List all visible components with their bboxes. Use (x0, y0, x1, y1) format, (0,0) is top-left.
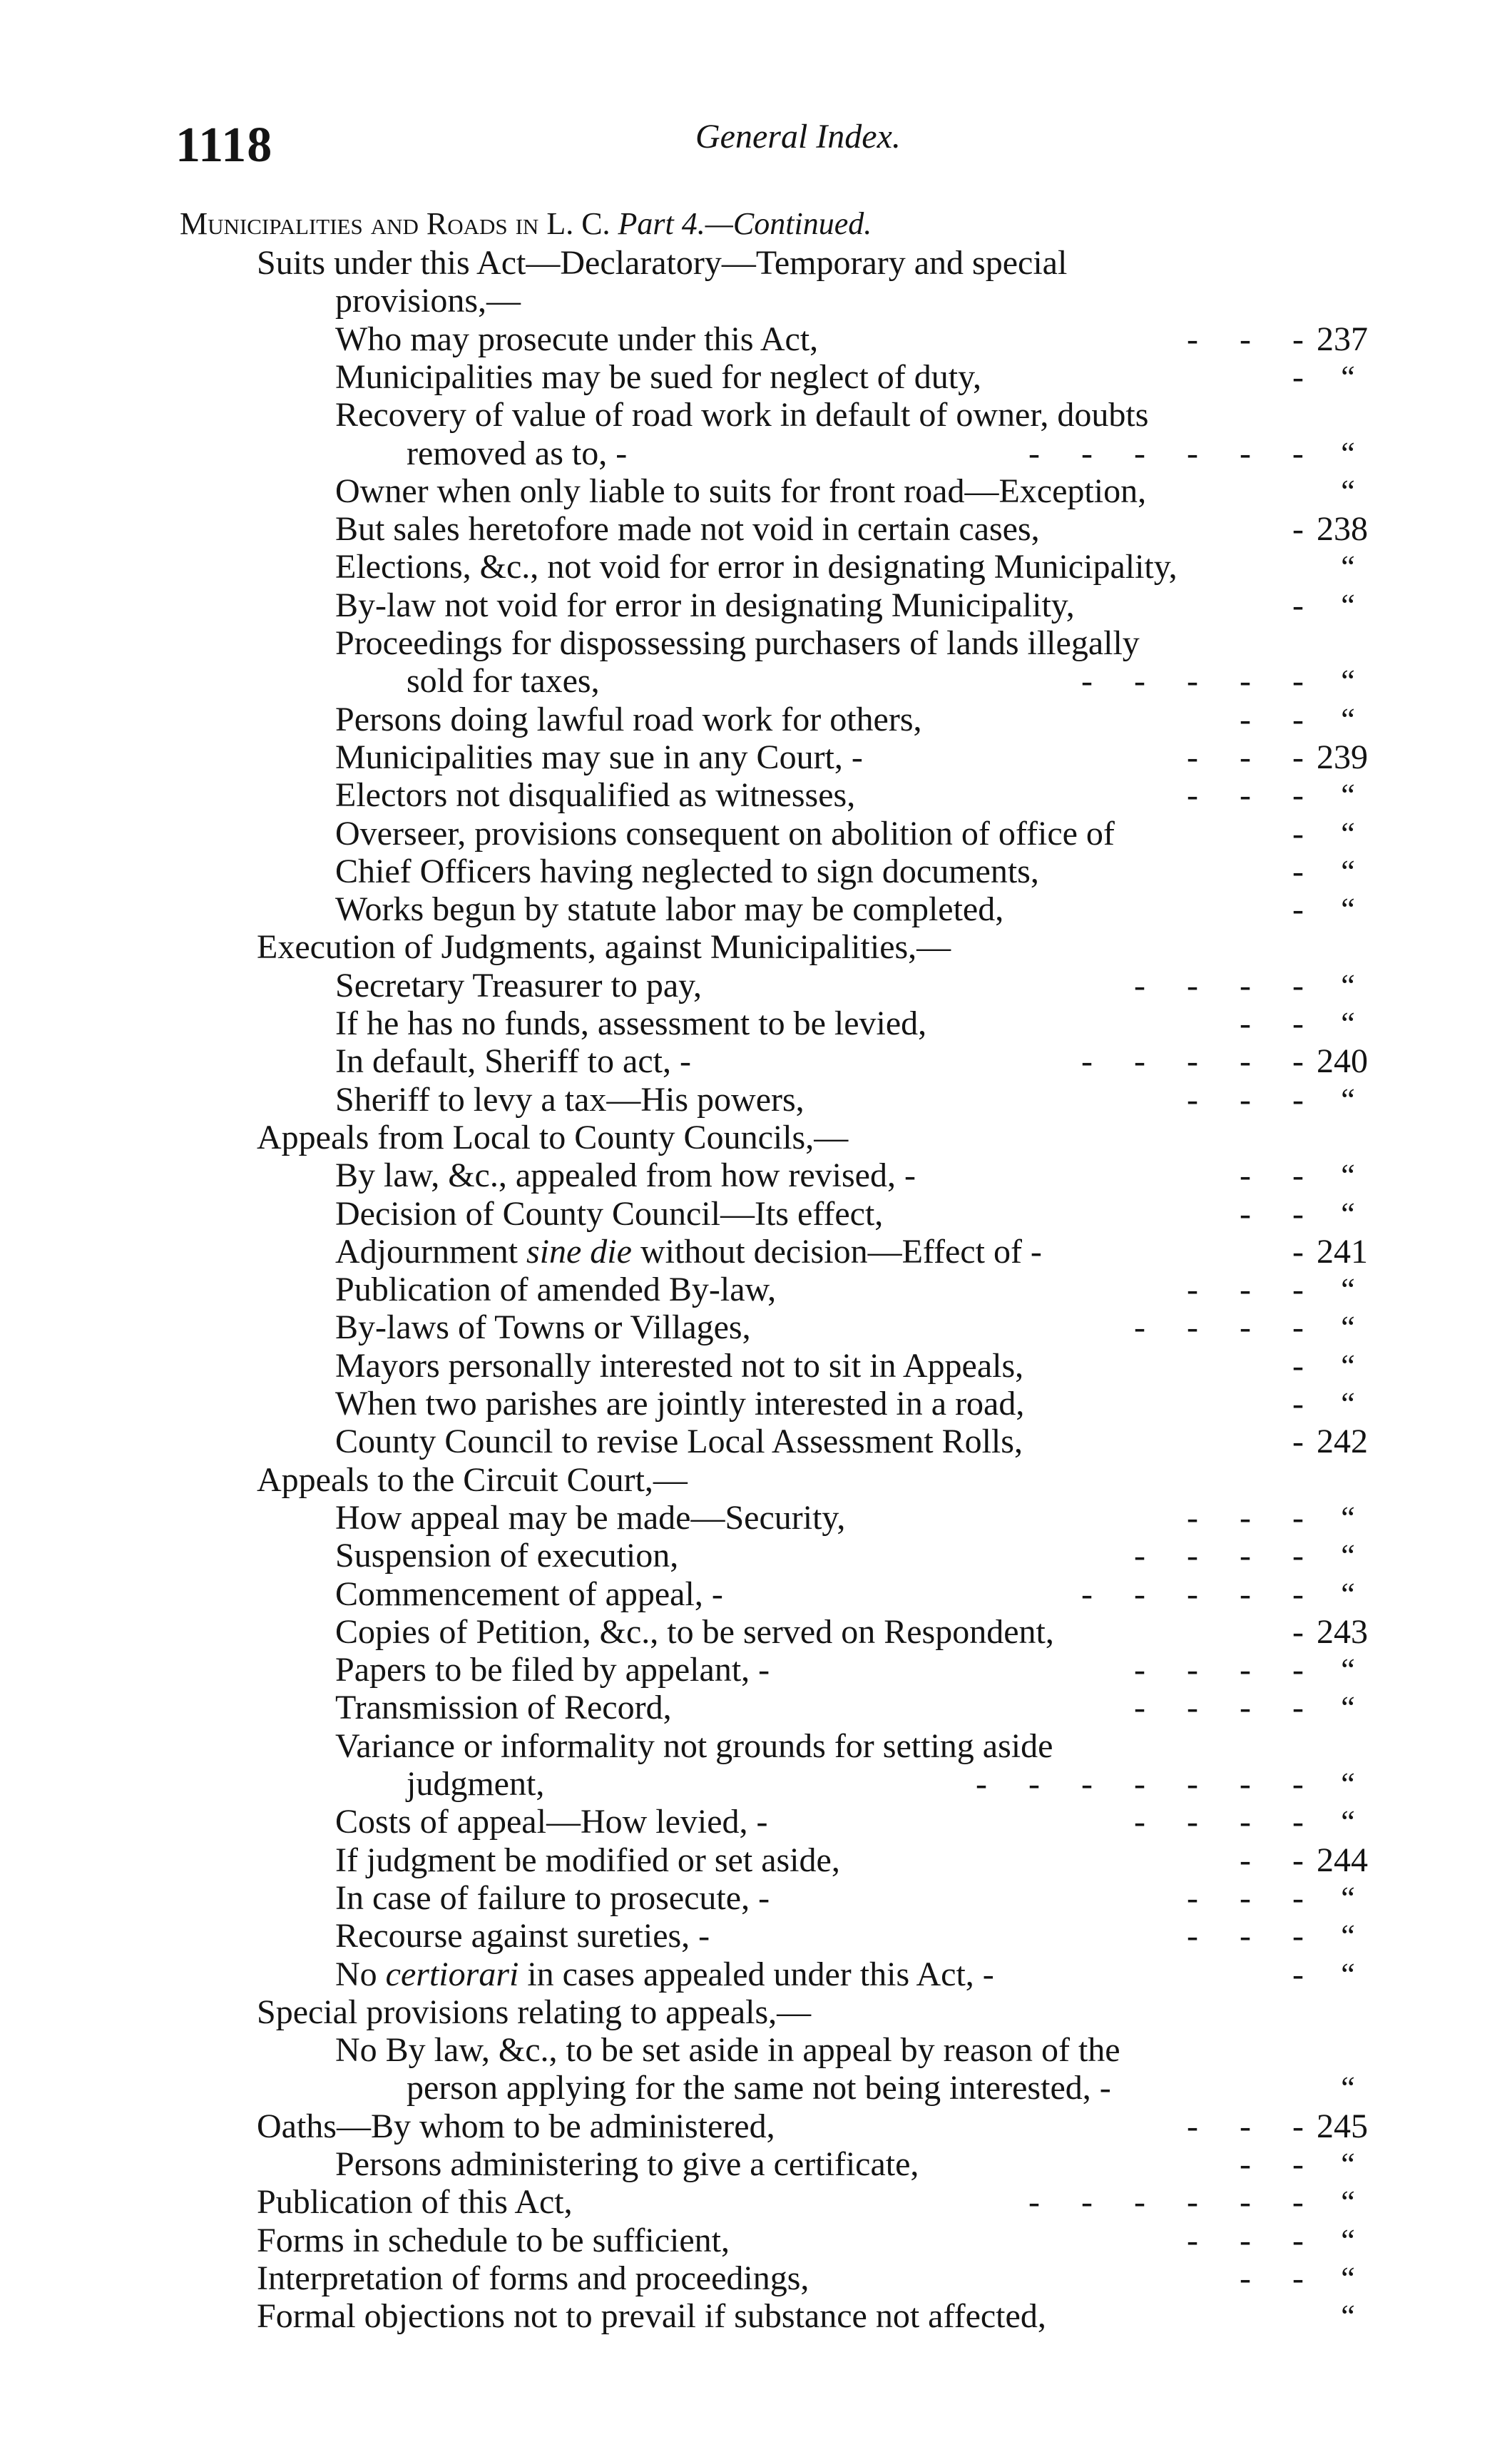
index-entry (0, 1156, 1512, 1195)
index-entry (0, 2259, 1512, 2298)
ditto-mark: “ (1341, 778, 1355, 813)
ditto-mark: “ (1341, 854, 1355, 889)
entry-text: In case of failure to prosecute, - (335, 1879, 770, 1917)
entry-text: Municipalities may be sued for neglect of duty, (335, 358, 981, 396)
ditto-mark: “ (1341, 474, 1355, 509)
ditto-mark: “ (1341, 360, 1355, 395)
entry-text: Forms in schedule to be sufficient, (257, 2222, 730, 2259)
entry-text: By-laws of Towns or Villages, (335, 1308, 751, 1346)
index-entry (0, 396, 1512, 434)
leader-dashes: - - (1240, 2145, 1305, 2183)
ditto-mark: “ (1341, 1082, 1355, 1117)
entry-text: removed as to, - (407, 434, 628, 472)
entry-text: Sheriff to levy a tax—His powers, (335, 1081, 804, 1119)
ditto-mark: “ (1341, 1577, 1355, 1612)
running-head: General Index. (695, 118, 901, 156)
entry-text: Proceedings for dispossessing purchasers of lands illegally (335, 624, 1140, 662)
index-entry (0, 1004, 1512, 1043)
page-reference: 243 (1317, 1613, 1368, 1651)
entry-text-part: without decision—Effect of - (631, 1233, 1042, 1271)
entry-text: Municipalities may sue in any Court, - (335, 738, 863, 776)
ditto-mark: “ (1341, 549, 1355, 584)
section-heading-continued: —Continued. (705, 206, 872, 241)
entry-text: Costs of appeal—How levied, - (335, 1803, 768, 1841)
leader-dashes: - - - (1187, 1499, 1305, 1537)
entry-text: Copies of Petition, &c., to be served on Respondent, (335, 1613, 1054, 1651)
entry-text: By-law not void for error in designating Municipality, (335, 586, 1075, 624)
index-entry (0, 282, 1512, 320)
leader-dashes: - (1292, 890, 1305, 928)
leader-dashes: - - - (1187, 320, 1305, 358)
entry-text: Interpretation of forms and proceedings, (257, 2259, 809, 2297)
ditto-mark: “ (1341, 968, 1355, 1003)
entry-text: Commencement of appeal, - (335, 1575, 723, 1613)
entry-text: But sales heretofore made not void in certain cases, (335, 510, 1040, 548)
entry-text-part: No (335, 1955, 386, 1993)
index-entry (0, 510, 1512, 549)
leader-dashes: - - - (1187, 776, 1305, 814)
leader-dashes: - (1292, 1385, 1305, 1423)
index-entry (0, 2031, 1512, 2070)
ditto-mark: “ (1341, 663, 1355, 698)
entry-text: Papers to be filed by appelant, - (335, 1651, 770, 1689)
index-entry (0, 1308, 1512, 1347)
index-entry (0, 1765, 1512, 1804)
entry-text-italic: sine die (526, 1233, 632, 1271)
page-reference: 245 (1317, 2107, 1368, 2145)
entry-text (335, 1233, 1042, 1271)
ditto-mark: “ (1341, 2261, 1355, 2296)
leader-dashes: - - - - - (1081, 662, 1305, 700)
ditto-mark: “ (1341, 1386, 1355, 1421)
ditto-mark: “ (1341, 1348, 1355, 1383)
index-entry (0, 472, 1512, 511)
index-entry (0, 890, 1512, 929)
section-heading-part: Part 4. (618, 206, 705, 241)
leader-dashes: - (1292, 853, 1305, 890)
ditto-mark: “ (1341, 1652, 1355, 1687)
entry-text: Secretary Treasurer to pay, (335, 967, 703, 1004)
entry-text: How appeal may be made—Security, (335, 1499, 846, 1537)
index-entry (0, 358, 1512, 397)
leader-dashes: - (1292, 1233, 1305, 1271)
index-entry (0, 1042, 1512, 1081)
index-entry (0, 2107, 1512, 2146)
entry-text: In default, Sheriff to act, - (335, 1042, 691, 1080)
index-entry (0, 1385, 1512, 1423)
leader-dashes: - (1292, 1955, 1305, 1993)
leader-dashes: - - - (1187, 1917, 1305, 1955)
index-entry (0, 2145, 1512, 2184)
index-entry (0, 1879, 1512, 1918)
ditto-mark: “ (1341, 702, 1355, 737)
leader-dashes: - - - - - - (1028, 434, 1305, 472)
entry-text: Chief Officers having neglected to sign documents, (335, 853, 1039, 890)
ditto-mark: “ (1341, 1766, 1355, 1801)
ditto-mark: “ (1341, 1196, 1355, 1231)
entry-text: Transmission of Record, (335, 1689, 672, 1726)
entry-text: Persons doing lawful road work for others, (335, 701, 922, 738)
page-reference: 241 (1317, 1233, 1368, 1271)
index-entry (0, 1575, 1512, 1614)
entry-text: person applying for the same not being interested, - (407, 2069, 1111, 2107)
leader-dashes: - - (1240, 1004, 1305, 1042)
entry-text: If he has no funds, assessment to be levied, (335, 1004, 927, 1042)
index-entry (0, 1955, 1512, 1994)
ditto-mark: “ (1341, 1158, 1355, 1193)
index-entry (0, 1993, 1512, 2032)
index-entry (0, 1233, 1512, 1271)
leader-dashes: - - - - (1134, 1689, 1305, 1726)
leader-dashes: - (1292, 815, 1305, 853)
index-entry (0, 434, 1512, 473)
leader-dashes: - - - - (1134, 1803, 1305, 1841)
entry-text: judgment, (407, 1765, 545, 1803)
leader-dashes: - - - (1187, 738, 1305, 776)
entry-text: No By law, &c., to be set aside in appeal by reason of the (335, 2031, 1120, 2069)
index-entry (0, 548, 1512, 586)
entry-text: Electors not disqualified as witnesses, (335, 776, 856, 814)
ditto-mark: “ (1341, 1957, 1355, 1992)
page-reference: 242 (1317, 1423, 1368, 1460)
entry-text: sold for taxes, (407, 662, 600, 700)
index-entry (0, 2183, 1512, 2222)
entry-text: Recovery of value of road work in default of owner, doubts (335, 396, 1149, 434)
index-entry (0, 1347, 1512, 1385)
entry-text: Who may prosecute under this Act, (335, 320, 819, 358)
leader-dashes: - (1292, 586, 1305, 624)
entry-text-part: in cases appealed under this Act, - (519, 1955, 994, 1993)
entry-text: Owner when only liable to suits for front road—Exception, (335, 472, 1147, 510)
leader-dashes: - - (1240, 1195, 1305, 1233)
index-entry (0, 1499, 1512, 1537)
leader-dashes: - (1292, 1347, 1305, 1385)
ditto-mark: “ (1341, 1918, 1355, 1953)
ditto-mark: “ (1341, 2147, 1355, 2182)
index-entry (0, 1423, 1512, 1461)
leader-dashes: - - - (1187, 2107, 1305, 2145)
ditto-mark: “ (1341, 892, 1355, 927)
index-entry (0, 1461, 1512, 1500)
leader-dashes: - - - - - - - (976, 1765, 1305, 1803)
leader-dashes: - - - - - - (1028, 2183, 1305, 2221)
leader-dashes: - (1292, 1613, 1305, 1651)
entry-text: Decision of County Council—Its effect, (335, 1195, 884, 1233)
ditto-mark: “ (1341, 2223, 1355, 2258)
index-entry (0, 967, 1512, 1005)
index-entry (0, 1195, 1512, 1233)
entry-text (335, 1955, 994, 1994)
ditto-mark: “ (1341, 1310, 1355, 1345)
ditto-mark: “ (1341, 1690, 1355, 1725)
index-entry (0, 662, 1512, 701)
index-entry (0, 1119, 1512, 1157)
ditto-mark: “ (1341, 1006, 1355, 1041)
entry-text: Special provisions relating to appeals,— (257, 1993, 812, 2031)
entry-text: When two parishes are jointly interested in a road, (335, 1385, 1025, 1423)
index-entry (0, 815, 1512, 853)
entry-text: Publication of amended By-law, (335, 1271, 777, 1308)
index-entry (0, 2297, 1512, 2336)
entry-text: Mayors personally interested not to sit in Appeals, (335, 1347, 1024, 1385)
ditto-mark: “ (1341, 1538, 1355, 1573)
ditto-mark: “ (1341, 1272, 1355, 1307)
index-entry (0, 701, 1512, 739)
leader-dashes: - - - - (1134, 967, 1305, 1004)
page-reference: 244 (1317, 1841, 1368, 1879)
index-entry (0, 853, 1512, 891)
entry-text-part: Adjournment (335, 1233, 526, 1271)
entry-text: Oaths—By whom to be administered, (257, 2107, 775, 2145)
index-entry (0, 1271, 1512, 1309)
index-entry (0, 624, 1512, 663)
index-entry (0, 1917, 1512, 1955)
index-entry (0, 1081, 1512, 1119)
leader-dashes: - - - - (1134, 1308, 1305, 1346)
entry-text: Appeals from Local to County Councils,— (257, 1119, 849, 1156)
leader-dashes: - (1292, 358, 1305, 396)
ditto-mark: “ (1341, 1500, 1355, 1535)
ditto-mark: “ (1341, 816, 1355, 851)
index-entry (0, 1651, 1512, 1689)
ditto-mark: “ (1341, 2070, 1355, 2105)
entry-text: Persons administering to give a certificate, (335, 2145, 919, 2183)
ditto-mark: “ (1341, 2299, 1355, 2334)
leader-dashes: - - - - - (1081, 1575, 1305, 1613)
entry-text: Suspension of execution, (335, 1537, 679, 1575)
index-entry (0, 2069, 1512, 2107)
entry-text: County Council to revise Local Assessment Rolls, (335, 1423, 1023, 1460)
leader-dashes: - (1292, 1423, 1305, 1460)
leader-dashes: - - (1240, 2259, 1305, 2297)
leader-dashes: - - - (1187, 1081, 1305, 1119)
leader-dashes: - - - (1187, 1879, 1305, 1917)
entry-text: provisions,— (335, 282, 521, 320)
leader-dashes: - - - (1187, 2222, 1305, 2259)
page-reference: 238 (1317, 510, 1368, 548)
index-entry (0, 776, 1512, 815)
index-entry (0, 1727, 1512, 1766)
entry-text: Recourse against sureties, - (335, 1917, 710, 1955)
leader-dashes: - - - - - (1081, 1042, 1305, 1080)
leader-dashes: - - (1240, 1841, 1305, 1879)
entry-text: Elections, &c., not void for error in designating Municipality, (335, 548, 1178, 586)
index-entry (0, 738, 1512, 777)
entry-text: Execution of Judgments, against Municipalities,— (257, 928, 951, 966)
ditto-mark: “ (1341, 1881, 1355, 1916)
entry-text: Works begun by statute labor may be completed, (335, 890, 1004, 928)
leader-dashes: - (1292, 510, 1305, 548)
entry-text: If judgment be modified or set aside, (335, 1841, 840, 1879)
entry-text: Overseer, provisions consequent on abolition of office of (335, 815, 1115, 853)
index-entry (0, 1689, 1512, 1727)
leader-dashes: - - (1240, 1156, 1305, 1194)
leader-dashes: - - - (1187, 1271, 1305, 1308)
index-entry (0, 1613, 1512, 1652)
ditto-mark: “ (1341, 436, 1355, 471)
entry-text: Formal objections not to prevail if substance not affected, (257, 2297, 1046, 2335)
section-heading-title: Municipalities and Roads in L. C. (180, 206, 611, 241)
index-entry (0, 244, 1512, 283)
entry-text: Variance or informality not grounds for setting aside (335, 1727, 1053, 1765)
entry-text: Appeals to the Circuit Court,— (257, 1461, 688, 1499)
entry-text-italic: certiorari (385, 1955, 519, 1993)
page-reference: 240 (1317, 1042, 1368, 1080)
index-entry (0, 1841, 1512, 1880)
leader-dashes: - - - - (1134, 1651, 1305, 1689)
index-entry (0, 928, 1512, 967)
index-entry (0, 1537, 1512, 1575)
index-entry (0, 586, 1512, 625)
page-reference: 239 (1317, 738, 1368, 776)
page-reference: 237 (1317, 320, 1368, 358)
page-number: 1118 (175, 118, 273, 173)
entry-text: By law, &c., appealed from how revised, - (335, 1156, 916, 1194)
ditto-mark: “ (1341, 588, 1355, 623)
section-heading (180, 205, 872, 242)
index-entry (0, 1803, 1512, 1841)
entry-text: Suits under this Act—Declaratory—Temporary and special (257, 244, 1068, 282)
ditto-mark: “ (1341, 1804, 1355, 1839)
index-entry (0, 320, 1512, 359)
ditto-mark: “ (1341, 2184, 1355, 2219)
leader-dashes: - - (1240, 701, 1305, 738)
entry-text: Publication of this Act, (257, 2183, 573, 2221)
index-entry (0, 2222, 1512, 2260)
leader-dashes: - - - - (1134, 1537, 1305, 1575)
